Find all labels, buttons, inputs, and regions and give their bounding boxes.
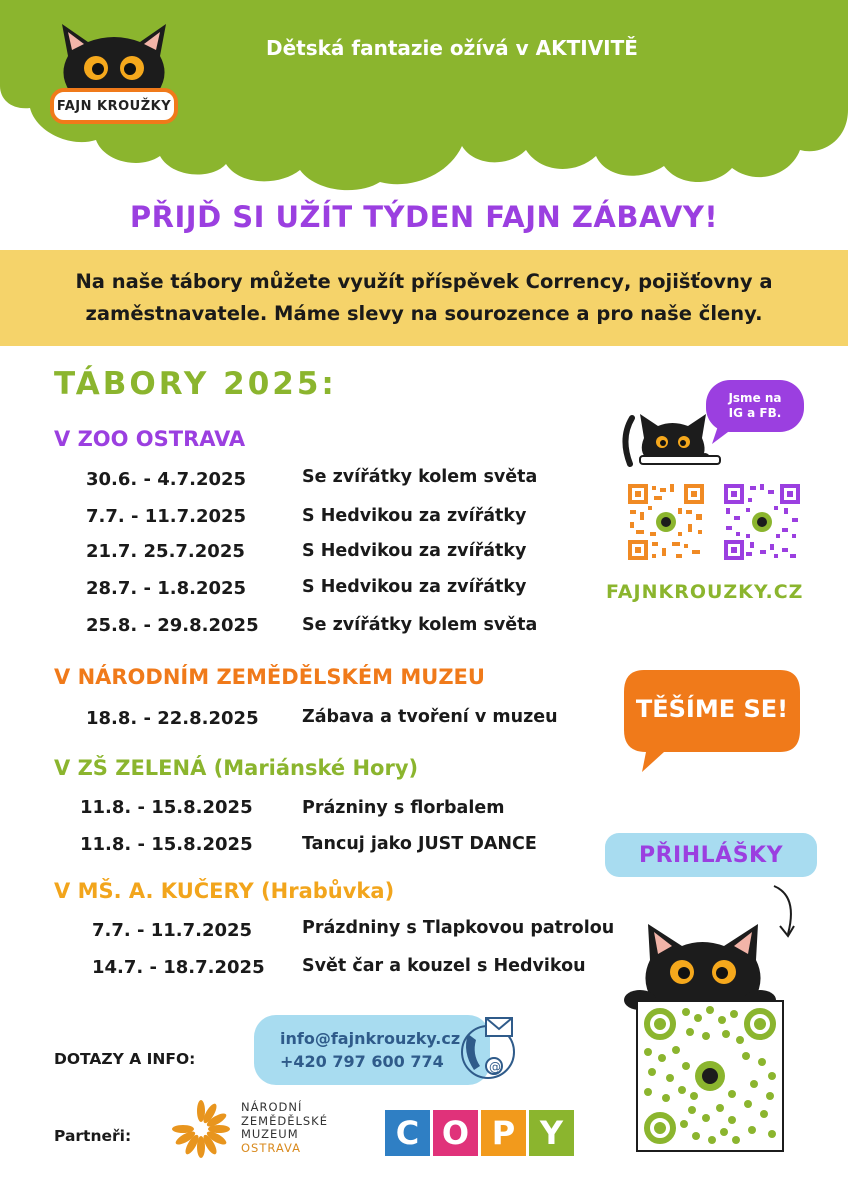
camp-date: 18.8. - 22.8.2025	[86, 708, 259, 729]
section-heading-zoo: V ZOO OSTRAVA	[54, 427, 246, 451]
camp-date: 7.7. - 11.7.2025	[86, 506, 247, 527]
header-tagline: Dětská fantazie ožívá v AKTIVITĚ	[266, 36, 638, 60]
copy-letter-o: O	[433, 1110, 478, 1156]
museum-line-4: OSTRAVA	[241, 1140, 302, 1155]
big-cat-icon	[620, 920, 780, 1010]
section-heading-museum: V NÁRODNÍM ZEMĚDĚLSKÉM MUZEU	[54, 665, 485, 689]
facebook-qr-code-icon[interactable]	[722, 482, 802, 562]
svg-text:@: @	[489, 1060, 501, 1074]
contact-label: DOTAZY A INFO:	[54, 1050, 196, 1068]
camp-name: Svět čar a kouzel s Hedvikou	[302, 956, 586, 976]
copy-letter-y: Y	[529, 1110, 574, 1156]
partners-label: Partneři:	[54, 1127, 132, 1145]
info-banner	[0, 250, 848, 346]
museum-logo-text	[241, 1101, 328, 1155]
contact-box	[254, 1015, 490, 1085]
camp-name: Prázdniny s Tlapkovou patrolou	[302, 918, 615, 938]
camp-name: S Hedvikou za zvířátky	[302, 541, 527, 561]
museum-line-1: NÁRODNÍ	[241, 1100, 303, 1114]
signup-qr-code-icon[interactable]	[636, 1000, 784, 1152]
camp-date: 11.8. - 15.8.2025	[80, 797, 253, 818]
social-speech-bubble	[706, 380, 804, 432]
website-link[interactable]: FAJNKROUZKY.CZ	[606, 581, 804, 603]
instagram-qr-code-icon[interactable]	[626, 482, 706, 562]
signup-button[interactable]: PŘIHLÁŠKY	[605, 833, 817, 877]
section-heading-ms-kucery: V MŠ. A. KUČERY (Hrabůvka)	[54, 879, 395, 903]
museum-line-3: MUZEUM	[241, 1127, 299, 1141]
camp-name: Tancuj jako JUST DANCE	[302, 834, 537, 854]
camp-name: Zábava a tvoření v muzeu	[302, 707, 558, 727]
banner-line-2: zaměstnavatele. Máme slevy na sourozence a pro naše členy.	[85, 302, 763, 325]
camp-name: Se zvířátky kolem světa	[302, 467, 538, 487]
camp-name: S Hedvikou za zvířátky	[302, 577, 527, 597]
phone-mail-icon	[458, 1014, 518, 1086]
museum-logo-icon	[170, 1098, 232, 1160]
camps-heading: TÁBORY 2025:	[54, 366, 337, 402]
copy-letter-p: P	[481, 1110, 526, 1156]
camp-name: S Hedvikou za zvířátky	[302, 506, 527, 526]
social-bubble-line-2: IG a FB.	[728, 406, 782, 420]
social-bubble-line-1: Jsme na	[728, 391, 782, 405]
cheer-text: TĚŠÍME SE!	[635, 695, 789, 723]
page-title: PŘIJĎ SI UŽÍT TÝDEN FAJN ZÁBAVY!	[129, 200, 719, 234]
copy-logo	[385, 1110, 574, 1156]
camp-date: 28.7. - 1.8.2025	[86, 578, 247, 599]
camp-name: Prázniny s florbalem	[302, 798, 505, 818]
contact-email[interactable]: info@fajnkrouzky.cz	[280, 1029, 461, 1048]
camp-date: 7.7. - 11.7.2025	[92, 920, 253, 941]
bubble-tail	[712, 426, 736, 446]
camp-date: 11.8. - 15.8.2025	[80, 834, 253, 855]
camp-date: 30.6. - 4.7.2025	[86, 469, 247, 490]
contact-phone[interactable]: +420 797 600 774	[280, 1052, 444, 1071]
copy-letter-c: C	[385, 1110, 430, 1156]
camp-date: 25.8. - 29.8.2025	[86, 615, 259, 636]
camp-date: 14.7. - 18.7.2025	[92, 957, 265, 978]
logo-badge: FAJN KROUŽKY	[50, 88, 178, 124]
fajn-krouzky-logo[interactable]	[44, 22, 184, 134]
camp-name: Se zvířátky kolem světa	[302, 615, 538, 635]
camp-date: 21.7. 25.7.2025	[86, 541, 245, 562]
logo-cat-icon	[54, 22, 174, 98]
museum-line-2: ZEMĚDĚLSKÉ	[241, 1113, 328, 1128]
section-heading-zs-zelena: V ZŠ ZELENÁ (Mariánské Hory)	[54, 756, 419, 780]
banner-line-1: Na naše tábory můžete využít příspěvek Correncу, pojišťovny a	[75, 270, 773, 293]
